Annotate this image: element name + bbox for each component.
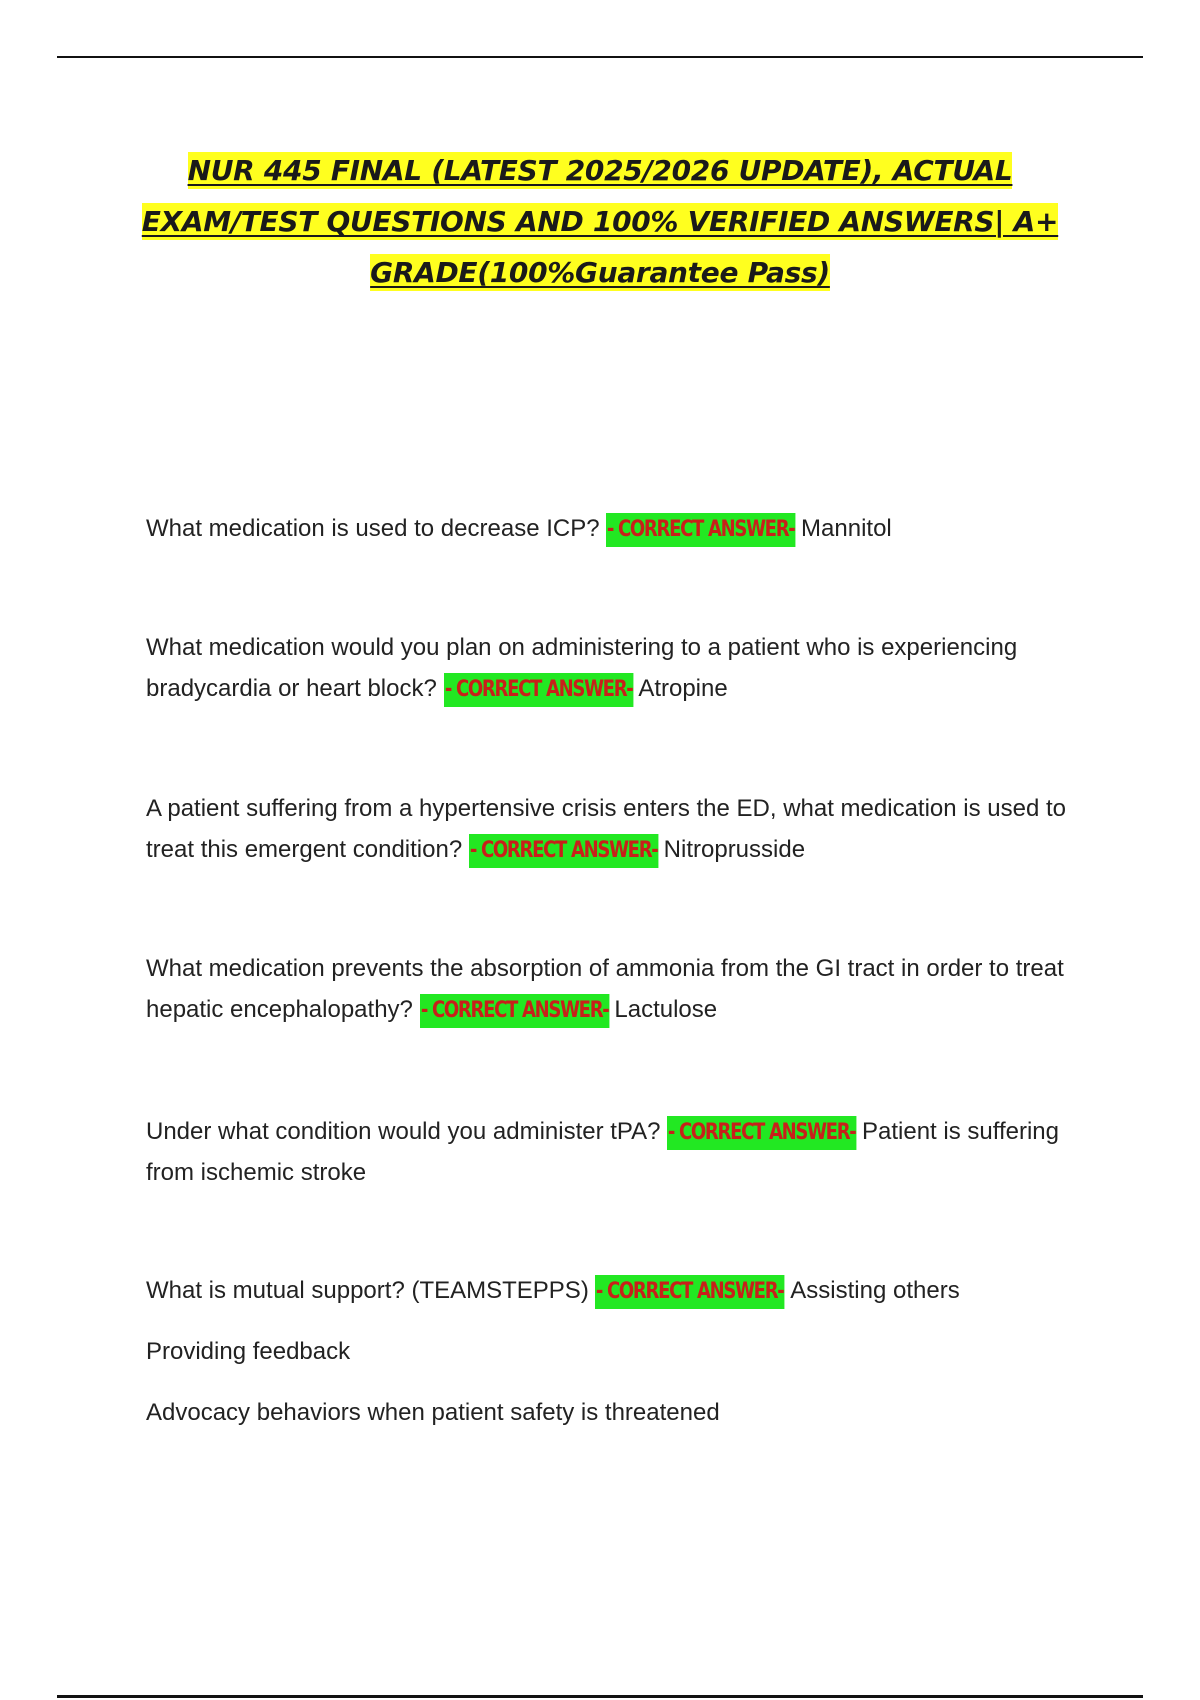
question-text: What medication is used to decrease ICP? xyxy=(146,515,600,542)
answer-text: Assisting others xyxy=(790,1277,960,1304)
title-line-1: NUR 445 FINAL (LATEST 2025/2026 UPDATE), ACTUAL xyxy=(187,154,1013,187)
document-title xyxy=(100,145,1100,298)
qa-item-6 xyxy=(146,1270,1096,1311)
answer-extra-line-1: Providing feedback xyxy=(146,1338,351,1365)
question-text: Under what condition would you administer tPA? xyxy=(146,1118,661,1145)
qa-item-5 xyxy=(146,1111,1096,1193)
title-line-2: EXAM/TEST QUESTIONS AND 100% VERIFIED ANSWERS| A+ xyxy=(141,205,1059,238)
correct-answer-tag: - CORRECT ANSWER- xyxy=(667,1116,856,1150)
answer-text: Patient is suffering from ischemic stroke xyxy=(146,1118,1059,1186)
question-text: What medication would you plan on administering to a patient who is experiencing bradycardia or heart block? xyxy=(146,634,1018,702)
footer-rule xyxy=(57,1695,1143,1698)
title-line-3: GRADE(100%Guarantee Pass) xyxy=(370,256,830,289)
answer-text: Mannitol xyxy=(801,515,892,542)
qa-item-3 xyxy=(146,788,1096,870)
answer-text: Lactulose xyxy=(614,996,718,1023)
header-rule xyxy=(57,56,1143,58)
correct-answer-tag: - CORRECT ANSWER- xyxy=(606,513,795,547)
answer-text: Nitroprusside xyxy=(663,836,806,863)
qa-item-1 xyxy=(146,508,1096,549)
correct-answer-tag: - CORRECT ANSWER- xyxy=(469,834,658,868)
answer-extra-line-2: Advocacy behaviors when patient safety is threatened xyxy=(146,1399,720,1426)
correct-answer-tag: - CORRECT ANSWER- xyxy=(420,994,609,1028)
question-text: What is mutual support? (TEAMSTEPPS) xyxy=(146,1277,589,1304)
qa-item-2 xyxy=(146,627,1096,709)
answer-text: Atropine xyxy=(638,675,728,702)
question-text: A patient suffering from a hypertensive crisis enters the ED, what medication is used to treat this emergent condition? xyxy=(146,795,1067,863)
qa-item-4 xyxy=(146,948,1096,1030)
correct-answer-tag: - CORRECT ANSWER- xyxy=(595,1275,784,1309)
correct-answer-tag: - CORRECT ANSWER- xyxy=(444,673,633,707)
question-text: What medication prevents the absorption of ammonia from the GI tract in order to treat hepatic encephalopathy? xyxy=(146,955,1064,1023)
